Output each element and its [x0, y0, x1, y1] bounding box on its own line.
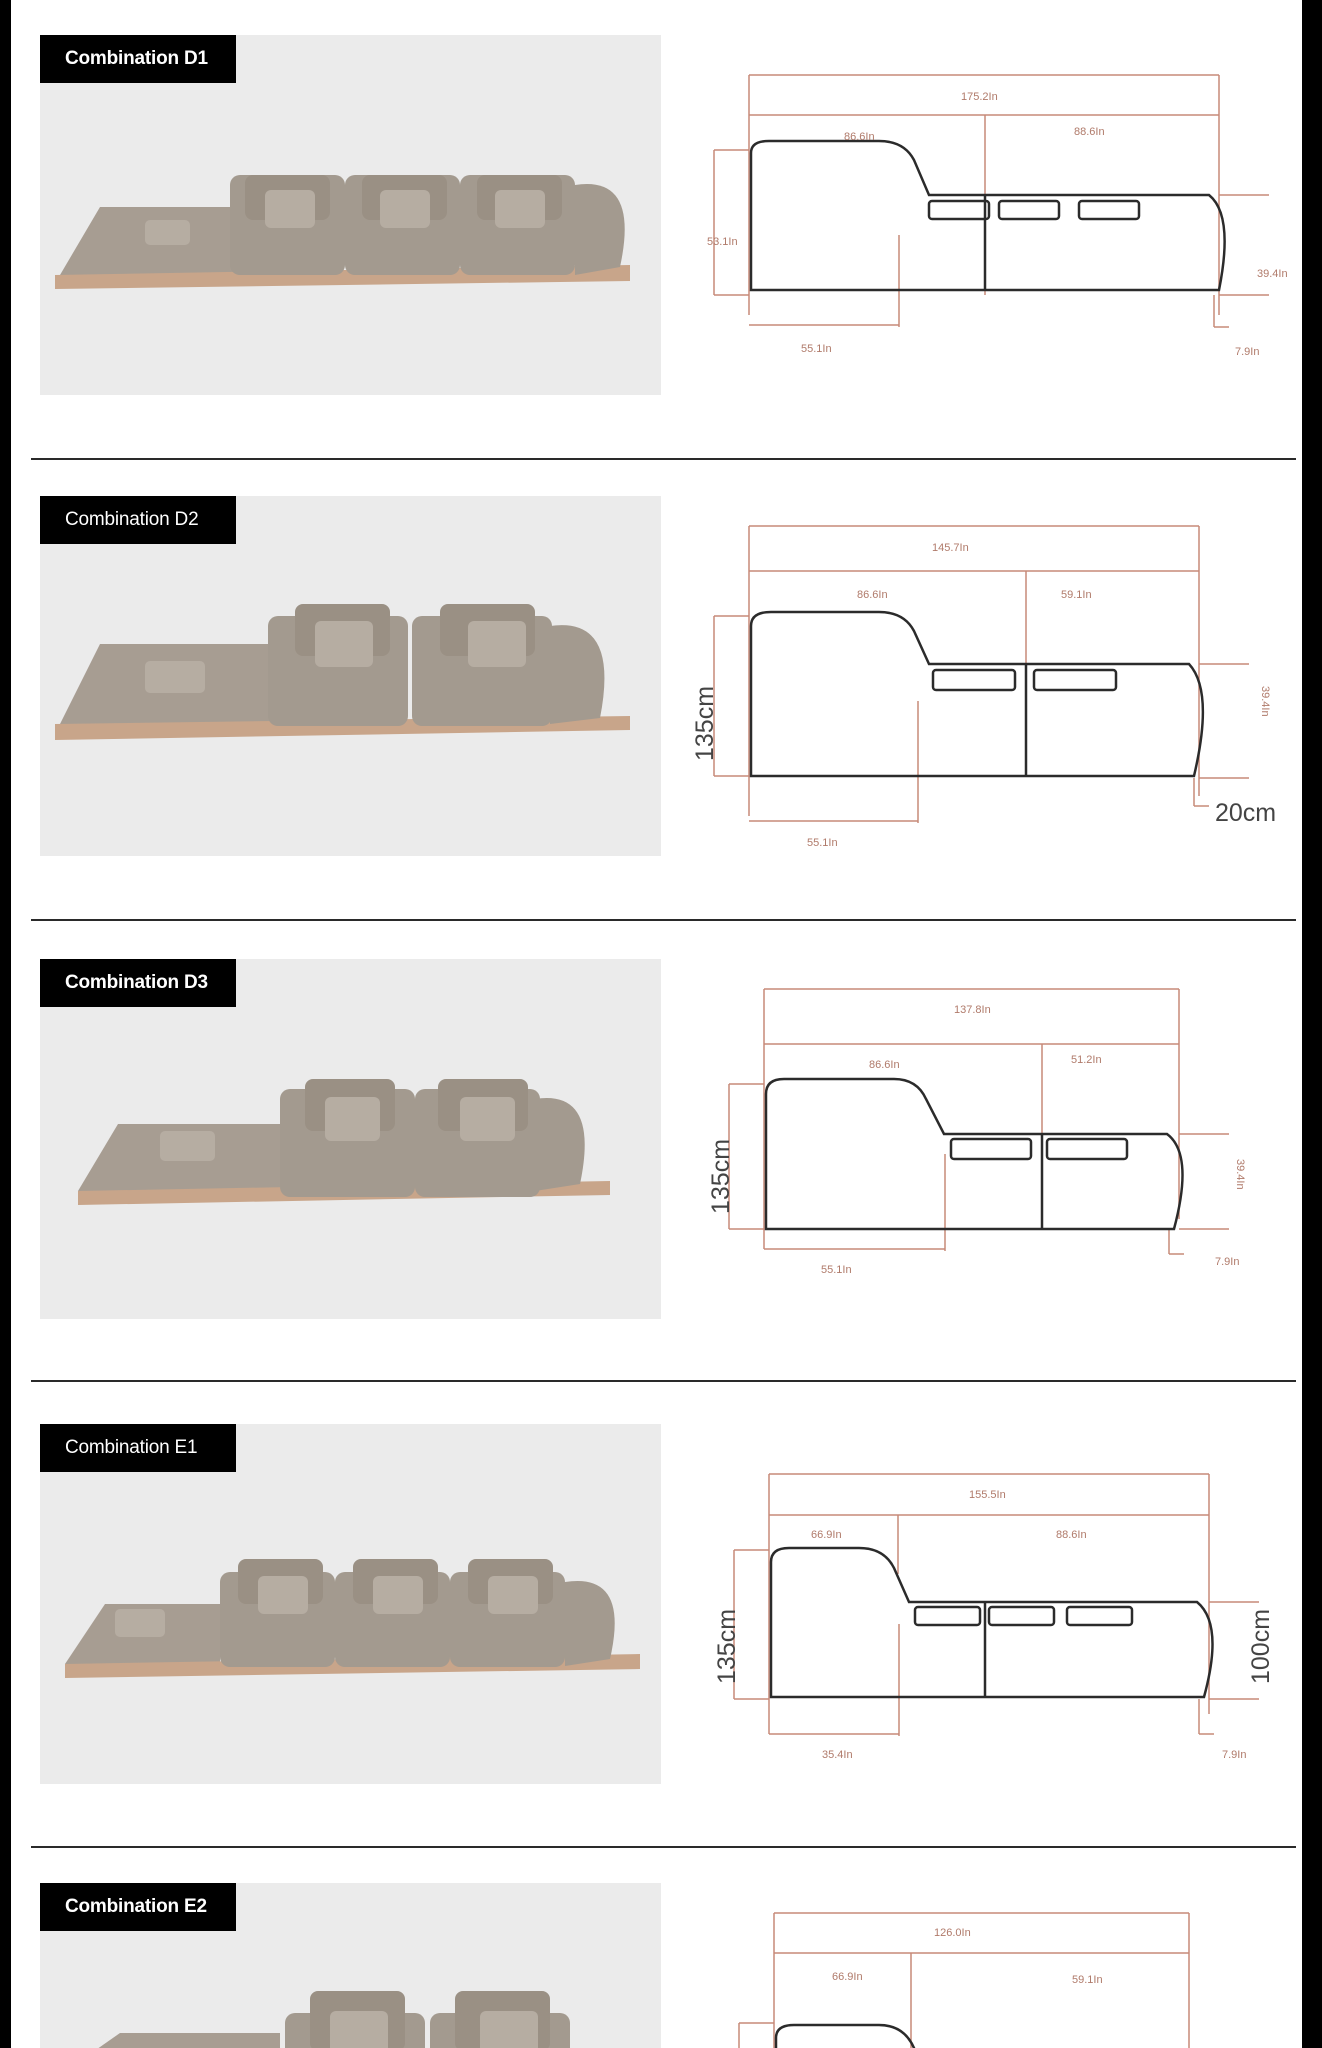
dim-right: 51.2In	[1071, 1054, 1102, 1066]
dim-seat: 39.4In	[1234, 1159, 1246, 1190]
combination-label: Combination E1	[40, 1424, 236, 1472]
dim-total: 126.0In	[934, 1927, 971, 1939]
dim-chaise: 35.4In	[822, 1749, 853, 1761]
section-divider	[31, 458, 1296, 460]
sofa-photo	[40, 1424, 661, 1784]
combination-label: Combination D1	[40, 35, 236, 83]
dim-right: 59.1In	[1061, 589, 1092, 601]
dim-seat: 100cm	[1247, 1608, 1275, 1684]
dim-chaise: 55.1In	[821, 1264, 852, 1276]
sofa-photo	[40, 496, 661, 856]
dim-seat: 39.4In	[1259, 686, 1271, 717]
combination-d3-section	[11, 959, 1302, 1359]
top-view-diagram	[689, 516, 1299, 856]
dim-depth: 53.1In	[707, 236, 738, 248]
dim-left: 86.6In	[844, 131, 875, 143]
dim-left: 86.6In	[869, 1059, 900, 1071]
section-divider	[31, 919, 1296, 921]
dimension-plan	[689, 516, 1299, 856]
dim-arm: 20cm	[1215, 799, 1277, 827]
dim-seat: 39.4In	[1257, 268, 1288, 280]
dim-total: 175.2In	[961, 91, 998, 103]
top-view-diagram	[689, 55, 1299, 395]
dim-total: 155.5In	[969, 1489, 1006, 1501]
dim-depth: 135cm	[691, 685, 719, 761]
dim-arm: 7.9In	[1222, 1749, 1247, 1761]
dim-total: 145.7In	[932, 542, 969, 554]
dim-arm: 7.9In	[1215, 1256, 1240, 1268]
dim-chaise: 55.1In	[801, 343, 832, 355]
sofa-photo	[40, 959, 661, 1319]
section-divider	[31, 1380, 1296, 1382]
dimension-plan	[689, 1444, 1299, 1784]
sofa-image	[40, 35, 661, 395]
sofa-photo	[40, 35, 661, 395]
dimension-plan	[689, 1903, 1299, 2048]
product-dimensions-page	[11, 0, 1302, 2048]
dim-right: 88.6In	[1056, 1529, 1087, 1541]
dim-arm: 7.9In	[1235, 346, 1260, 358]
dim-chaise: 55.1In	[807, 837, 838, 849]
top-view-diagram	[689, 1444, 1299, 1784]
sofa-image	[40, 959, 661, 1319]
dim-left: 86.6In	[857, 589, 888, 601]
dim-depth: 135cm	[713, 1608, 741, 1684]
section-divider	[31, 1846, 1296, 1848]
dim-left: 66.9In	[811, 1529, 842, 1541]
combination-d2-section	[11, 496, 1302, 896]
sofa-image	[40, 1424, 661, 1784]
combination-label: Combination D3	[40, 959, 236, 1007]
dim-left: 66.9In	[832, 1971, 863, 1983]
combination-label: Combination D2	[40, 496, 236, 544]
dimension-plan	[689, 979, 1299, 1319]
top-view-diagram	[689, 1903, 1299, 2048]
sofa-image	[40, 496, 661, 856]
combination-e2-section	[11, 1883, 1302, 2048]
dimension-plan	[689, 55, 1299, 395]
dim-depth: 135cm	[707, 1138, 735, 1214]
combination-label: Combination E2	[40, 1883, 236, 1931]
combination-d1-section	[11, 35, 1302, 435]
dim-total: 137.8In	[954, 1004, 991, 1016]
dim-right: 59.1In	[1072, 1974, 1103, 1986]
top-view-diagram	[689, 979, 1299, 1319]
combination-e1-section	[11, 1424, 1302, 1824]
dim-right: 88.6In	[1074, 126, 1105, 138]
